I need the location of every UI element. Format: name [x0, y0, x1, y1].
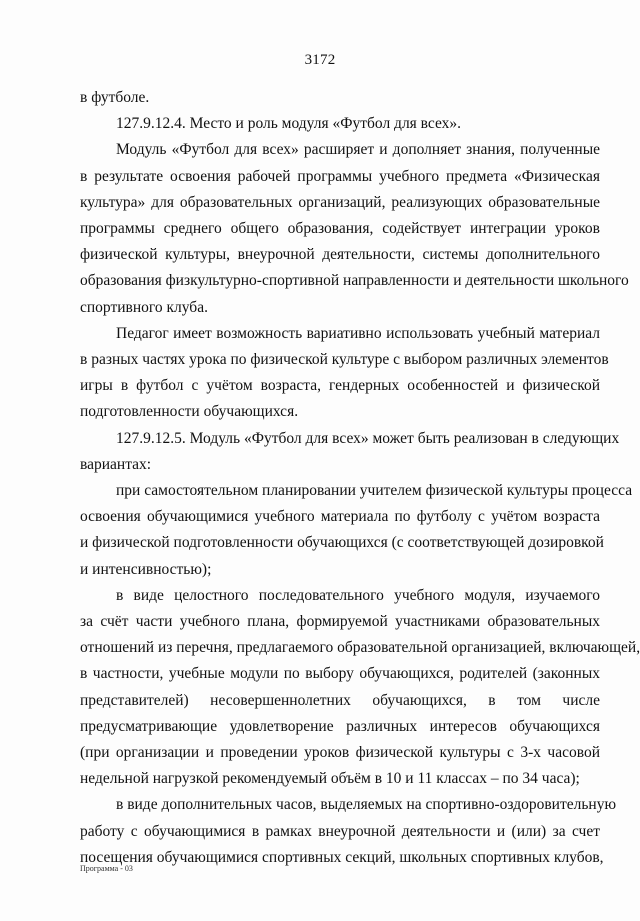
text-line: в виде дополнительных часов, выделяемых на спортивно-оздоровительную [116, 796, 617, 814]
text-line: освоения обучающимися учебного материала по футболу с учётом возраста [80, 508, 600, 526]
text-line: отношений из перечня, предлагаемого образовательной организацией, включающей, [80, 639, 640, 657]
text-line: в футболе. [80, 89, 150, 106]
text-line: в разных частях урока по физической культуре с выбором различных элементов [80, 351, 609, 368]
page-footer: Программа - 03 [80, 864, 133, 873]
text-line: 127.9.12.4. Место и роль модуля «Футбол для всех». [116, 115, 462, 133]
text-line: образования физкультурно-спортивной направленности и деятельности школьного [80, 272, 629, 290]
text-line: культура» для образовательных организаций, реализующих образовательные [80, 193, 600, 211]
text-line: представителей) несовершеннолетних обучающихся, в том числе [80, 691, 600, 709]
text-line: физической культуры, внеурочной деятельности, системы дополнительного [80, 246, 600, 264]
text-line: работу с обучающимися в рамках внеурочной деятельности и (или) за счет [80, 822, 600, 840]
text-line: при самостоятельном планировании учителем физической культуры процесса [116, 482, 633, 499]
text-line: и интенсивностью); [80, 560, 212, 578]
text-line: предусматривающие удовлетворение различных интересов обучающихся [80, 717, 600, 735]
text-line: 127.9.12.5. Модуль «Футбол для всех» может быть реализован в следующих [116, 429, 620, 447]
text-line: вариантах: [80, 455, 152, 473]
text-line: посещения обучающимися спортивных секций, школьных спортивных клубов, [80, 848, 604, 866]
text-line: Модуль «Футбол для всех» расширяет и дополняет знания, полученные [116, 141, 600, 159]
text-line: в виде целостного последовательного учебного модуля, изучаемого [116, 586, 600, 604]
text-line: в результате освоения рабочей программы учебного предмета «Физическая [80, 167, 600, 185]
page-number: 3172 [304, 52, 336, 68]
text-line: спортивного клуба. [80, 298, 208, 316]
text-line: программы среднего общего образования, содействует интеграции уроков [80, 220, 600, 237]
text-line: и физической подготовленности обучающихся (с соответствующей дозировкой [80, 534, 604, 552]
text-line: за счёт части учебного плана, формируемой участниками образовательных [80, 613, 600, 630]
text-line: (при организации и проведении уроков физической культуры с 3-х часовой [80, 744, 600, 761]
text-line: недельной нагрузкой рекомендуемый объём в 10 и 11 классах – по 34 часа); [80, 770, 580, 788]
text-line: в частности, учебные модули по выбору обучающихся, родителей (законных [80, 665, 600, 683]
text-line: подготовленности обучающихся. [80, 403, 299, 421]
text-line: Педагог имеет возможность вариативно использовать учебный материал [116, 324, 600, 342]
text-line: игры в футбол с учётом возраста, гендерных особенностей и физической [80, 377, 600, 395]
